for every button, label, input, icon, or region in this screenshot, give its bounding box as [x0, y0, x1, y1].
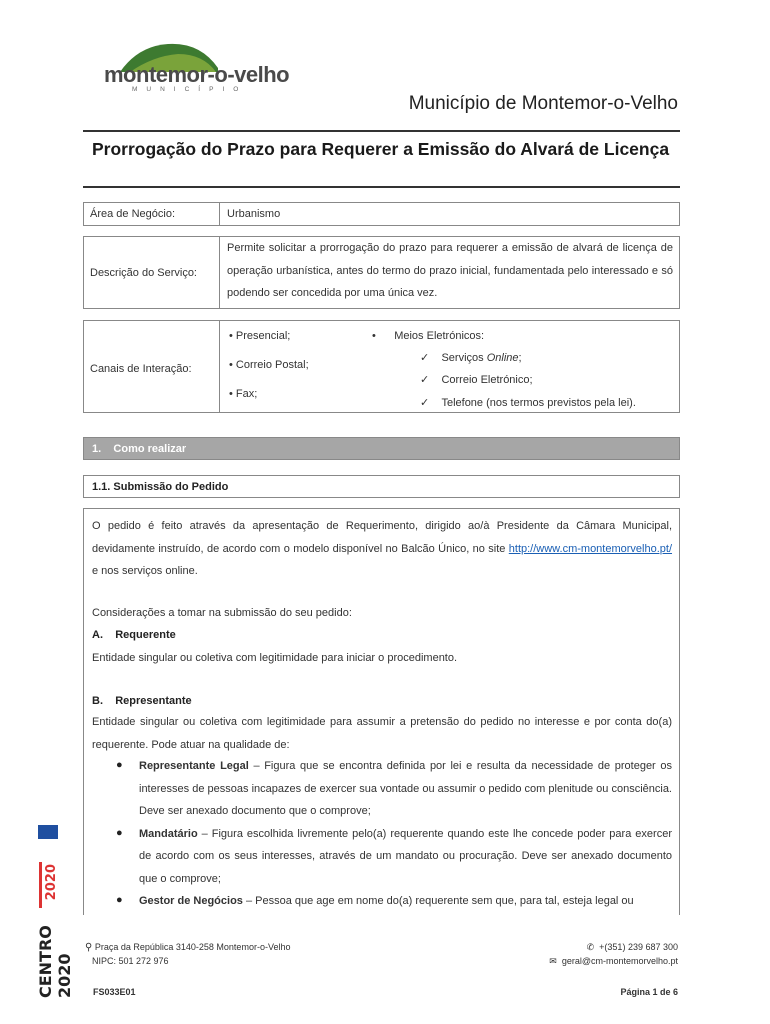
- intro-paragraph: O pedido é feito através da apresentação de Requerimento, dirigido ao/à Presidente da Câmara Municipal, devidamente instruído, de acordo com o modelo disponível no Balcão Único, no site http://www.cm-montemorvelho.pt/ e nos serviços online.: [92, 520, 673, 577]
- description-row: [83, 236, 680, 309]
- title-rule-bottom: [83, 186, 680, 188]
- funding-logos: [32, 790, 74, 1000]
- checkmark-icon: ✓: [420, 374, 430, 386]
- area-label: Área de Negócio:: [90, 208, 175, 220]
- email-icon: ✉: [549, 956, 557, 966]
- logo-subtitle: MUNICÍPIO: [132, 86, 248, 93]
- list-item: ● Gestor de Negócios – Pessoa que age em nome do(a) requerente sem que, para tal, esteja legal ou: [116, 894, 634, 907]
- body-box: [83, 508, 680, 915]
- list-item: ● Representante Legal – Figura que se encontra definida por lei e resulta da necessidade de proteger os interesses de pessoas incapazes de exercer sua vontade ou assumir o pedido com plenitude ou consciência. Deve ser anexado documento que o comprove;: [116, 759, 672, 817]
- channels-row: [83, 320, 680, 413]
- item-a-text: Entidade singular ou coletiva com legitimidade para iniciar o procedimento.: [92, 652, 458, 664]
- channels-label: Canais de Interação:: [90, 363, 192, 375]
- cell-divider: [219, 237, 220, 308]
- page-number: Página 1 de 6: [620, 987, 678, 997]
- channel-item: • Fax;: [229, 388, 258, 400]
- bullet-icon: ●: [116, 894, 123, 906]
- footer-email: ✉ geral@cm-montemorvelho.pt: [549, 956, 678, 966]
- area-value: Urbanismo: [227, 208, 281, 220]
- footer-phone: ✆ +(351) 239 687 300: [586, 942, 678, 952]
- cell-divider: [219, 203, 220, 225]
- phone-icon: ✆: [586, 942, 595, 952]
- list-item: ● Mandatário – Figura escolhida livremente pelo(a) requerente quando este lhe concede poder para exercer de acordo com os seus interesses, através de um mandato ou procuração. Deve ser anexado documento que o comprove;: [116, 826, 672, 885]
- channel-item: • Correio Postal;: [229, 359, 309, 371]
- document-code: FS033E01: [93, 987, 136, 997]
- description-value: Permite solicitar a prorrogação do prazo para requerer a emissão de alvará de licença de operação urbanística, antes do termo do prazo inicial, fundamentada pelo interessado e só podendo ser concedida por uma única vez.: [227, 242, 673, 299]
- portugal2020-logo: 2020: [39, 862, 60, 908]
- item-b-heading: B. Representante: [92, 695, 192, 707]
- bullet-icon: ●: [116, 826, 123, 839]
- logo-wordmark: montemor-o-velho: [104, 62, 290, 87]
- item-a-heading: A. Requerente: [92, 629, 176, 641]
- subsection-heading: 1.1. Submissão do Pedido: [83, 475, 680, 498]
- location-pin-icon: ⚲: [85, 942, 93, 953]
- description-label: Descrição do Serviço:: [90, 267, 197, 279]
- document-title: Prorrogação do Prazo para Requerer a Emissão do Alvará de Licença: [92, 139, 670, 159]
- electronic-channel-item: ✓ Serviços Online;: [420, 352, 522, 364]
- electronic-channel-item: ✓ Correio Eletrónico;: [420, 374, 533, 386]
- electronic-channel-item: ✓ Telefone (nos termos previstos pela lei).: [420, 397, 636, 409]
- area-row: [83, 202, 680, 226]
- channel-item: • Presencial;: [229, 330, 291, 342]
- eu-flag-icon: [38, 825, 58, 839]
- cell-divider: [219, 321, 220, 412]
- electronic-channels-title: • Meios Eletrónicos:: [372, 330, 485, 342]
- footer-address: ⚲ Praça da República 3140-258 Montemor-o-Velho: [85, 942, 291, 953]
- footer-nipc: NIPC: 501 272 976: [92, 956, 169, 966]
- centro2020-logo: CENTRO 2020: [36, 925, 74, 998]
- representative-list: [116, 755, 672, 913]
- municipality-name: Município de Montemor-o-Velho: [408, 93, 678, 114]
- item-b-text: Entidade singular ou coletiva com legitimidade para assumir a pretensão do pedido no interesse e por conta do(a) requerente. Pode atuar na qualidade de:: [92, 716, 672, 751]
- checkmark-icon: ✓: [420, 397, 430, 409]
- title-rule-top: [83, 130, 680, 132]
- website-link[interactable]: http://www.cm-montemorvelho.pt/: [508, 542, 673, 555]
- section-heading: 1. Como realizar: [83, 437, 680, 460]
- bullet-icon: ●: [116, 759, 123, 771]
- checkmark-icon: ✓: [420, 352, 430, 364]
- considerations-text: Considerações a tomar na submissão do seu pedido:: [92, 607, 352, 619]
